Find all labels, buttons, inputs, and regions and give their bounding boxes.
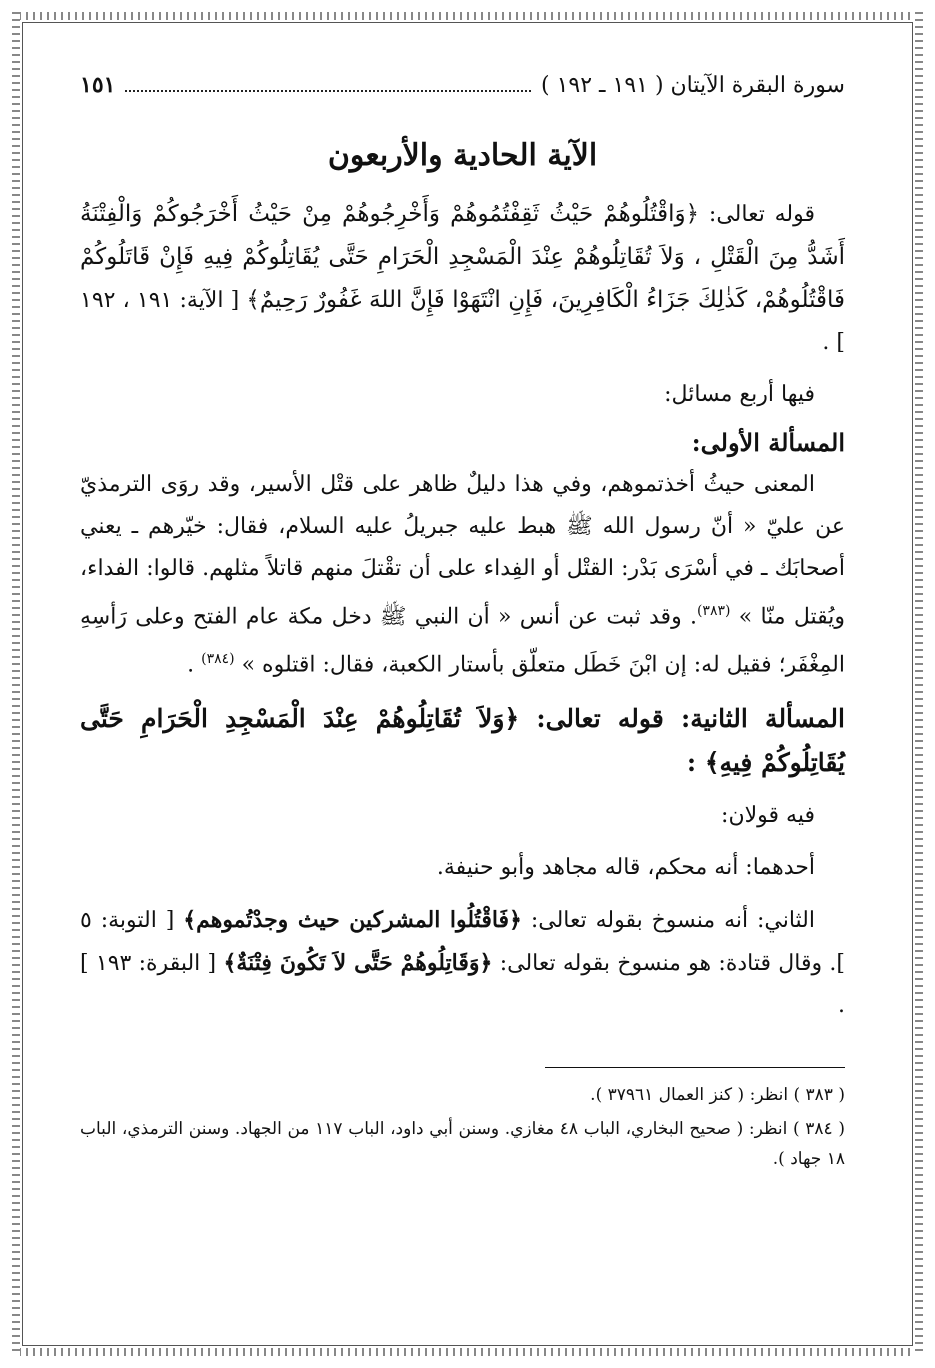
quran-verse: ﴿وَاقْتُلُوهُمْ حَيْثُ ثَقِفْتُمُوهُمْ وَأَخْرِجُوهُمْ مِنْ حَيْثُ أَخْرَجُوكُمْ وَالْفِتْنَةُ أَشَدُّ مِنَ الْقَتْلِ ، وَلاَ تُقَاتِلُوهُمْ عِنْدَ الْمَسْجِدِ الْحَرَامِ حَتَّى يُقَاتِلُوكُمْ فِيهِ فَإِنْ قَاتَلُوكُمْ فَاقْتُلُوهُمْ، كَذٰلِكَ جَزَاءُ الْكَافِرِينَ، فَإِنِ انْتَهَوْا فَإِنَّ اللهَ غَفُورٌ رَحِيمٌ﴾	[80, 201, 846, 313]
first-view: أحدهما: أنه محكم، قاله مجاهد وأبو حنيفة.	[436, 854, 815, 880]
verse-intro: قوله تعالى:	[699, 202, 815, 227]
border-ornament-bottom	[12, 1348, 923, 1356]
issue-one-text-2: . وقد ثبت عن أنس « أن النبي ﷺ دخل مكة عام الفتح وعلى رَأسِهِ المِغْفَر؛ فقيل له: إن ابْنَ خَطَل متعلّق بأستار الكعبة، فقال: اقتلوه »	[80, 604, 845, 678]
border-ornament-left	[12, 12, 20, 1356]
verse-reference: [ الآية: ١٩١ ، ١٩٢ ] .	[80, 288, 845, 355]
running-header	[80, 72, 845, 116]
footnote-divider	[545, 1067, 845, 1068]
verse-paragraph	[80, 193, 845, 364]
border-ornament-right	[915, 12, 923, 1356]
second-view-reference: [ التوبة: ٥ ]. وقال قتادة: هو منسوخ بقوله تعالى:	[80, 907, 846, 976]
two-views: فيه قولان:	[721, 802, 815, 828]
page-number: ١٥١	[80, 72, 116, 98]
page-body	[80, 72, 845, 1174]
footnote-ref-383[interactable]: (٣٨٣)	[696, 603, 731, 619]
issue-two-heading-end: :	[686, 747, 705, 777]
surah-title: سورة البقرة الآيتان ( ١٩١ ـ ١٩٢ )	[541, 73, 845, 98]
issue-one-text-1: المعنى حيثُ أخذتموهم، وفي هذا دليلٌ ظاهر على قتْل الأسير، وقد روَى الترمذيّ عن عليّ « أنّ رسول الله ﷺ هبط عليه جبريلُ عليه السلام، فقال: خيّرهم ـ يعني أصحابَك ـ في أسْرَى بَدْر: القتْل أو الفِداء على أن تقْتلَ منهم قاتلاً مثلهم. قالوا: الفداء، ويُقتل منّا »	[80, 472, 846, 630]
section-title: الآية الحادية والأربعون	[327, 138, 598, 173]
issue-one-heading: المسألة الأولى:	[691, 428, 845, 457]
second-view	[80, 899, 845, 1027]
footnote-384: ( ٣٨٤ ) انظر: ( صحيح البخاري، الباب ٤٨ مغازي. وسنن أبي داود، الباب ١١٧ من الجهاد. وسنن الترمذي، الباب ١٨ جهاد ).	[80, 1118, 845, 1169]
footnote-383: ( ٣٨٣ ) انظر: ( كنز العمال ٣٧٩٦١ ).	[590, 1084, 845, 1105]
issue-two-heading-text: المسألة الثانية: قوله تعالى:	[519, 703, 845, 733]
footnote-ref-384[interactable]: (٣٨٤)	[201, 651, 235, 668]
second-view-intro: الثاني: أنه منسوخ بقوله تعالى:	[521, 907, 815, 933]
issue-two-verse: ﴿وَلاَ تُقَاتِلُوهُمْ عِنْدَ الْمَسْجِدِ الْحَرَامِ حَتَّى يُقَاتِلُوكُمْ فِيهِ﴾	[80, 703, 845, 777]
second-view-verse: ﴿فَاقْتُلُوا المشركين حيث وجدْتُموهم﴾	[183, 906, 522, 933]
qatada-reference: [ البقرة: ١٩٣ ] .	[80, 950, 845, 1018]
border-ornament-top	[12, 12, 923, 20]
issue-one-text-end: .	[187, 652, 202, 678]
header-dots	[125, 90, 531, 92]
issue-one-paragraph	[80, 464, 845, 687]
qatada-verse: ﴿وَقَاتِلُوهُمْ حَتَّى لاَ تَكُونَ فِتْنَةٌ﴾	[223, 949, 493, 976]
issues-intro: فيها أربع مسائل:	[664, 382, 815, 407]
issue-two-heading	[80, 697, 845, 785]
